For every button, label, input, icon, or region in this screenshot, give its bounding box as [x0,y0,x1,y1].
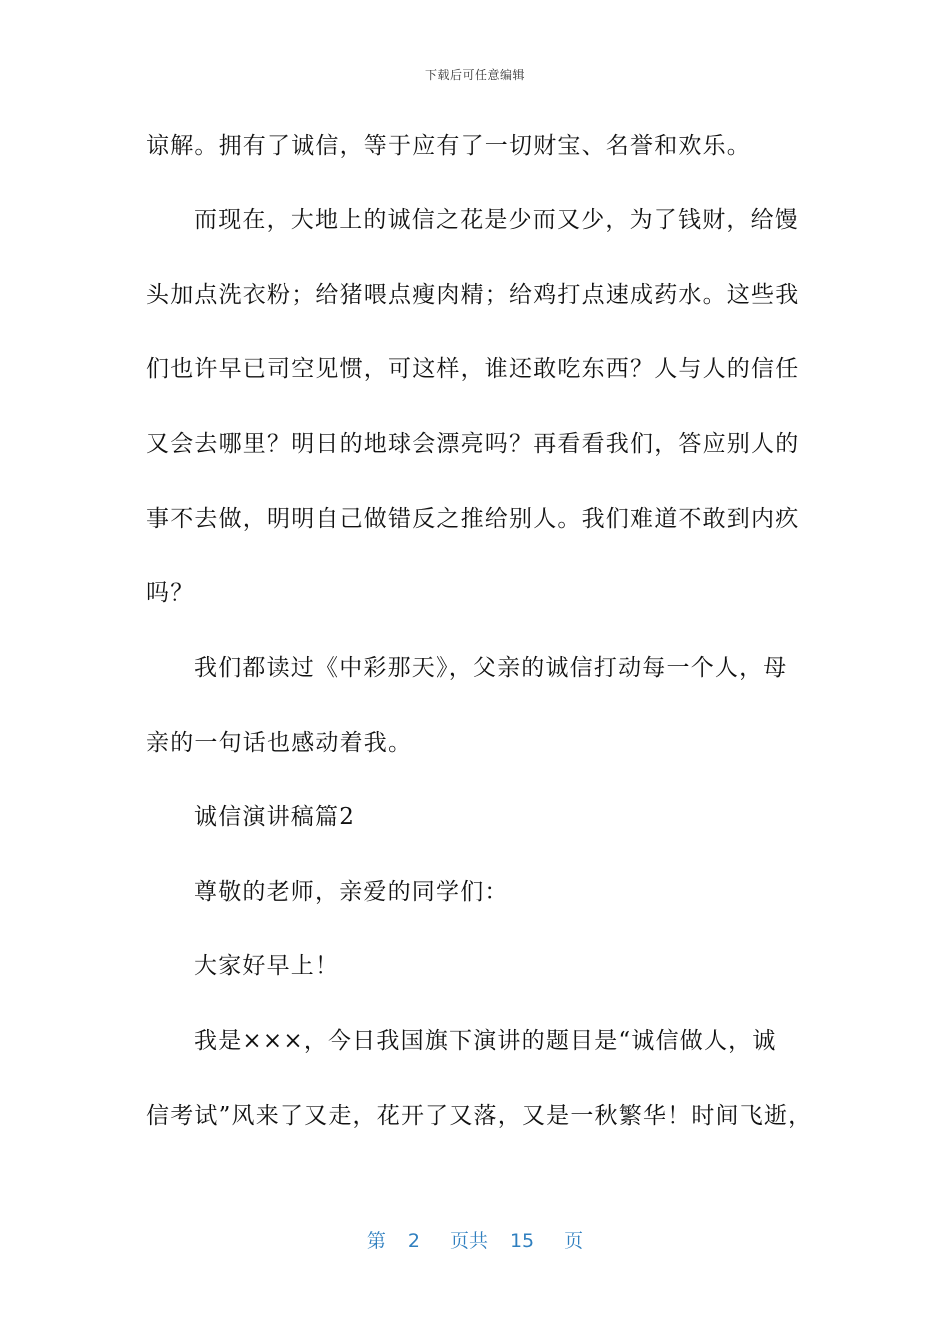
page-header: 下载后可任意编辑 [424,68,525,82]
page-prefix: 第 [366,1230,386,1252]
page-footer [0,1226,950,1253]
text-line: 谅解。拥有了诚信，等于应有了一切财宝、名誉和欢乐。 [146,133,751,159]
text-line: 又会去哪里？明日的地球会漂亮吗？再看看我们，答应别人的 [146,431,800,457]
text-line: 大家好早上！ [194,953,340,979]
text-line: 尊敬的老师，亲爱的同学们： [194,879,509,905]
text-line: 我是×××，今日我国旗下演讲的题目是“诚信做人，诚 [194,1028,777,1054]
text-line: 亲的一句话也感动着我。 [146,730,413,756]
page-suffix: 页 [564,1230,584,1252]
text-line: 头加点洗衣粉；给猪喂点瘦肉精；给鸡打点速成药水。这些我 [146,282,800,308]
text-line: 而现在，大地上的诚信之花是少而又少，为了钱财，给馒 [194,207,799,233]
text-line: 信考试”风来了又走，花开了又落，又是一秋繁华！时间飞逝， [146,1103,813,1129]
text-line: 们也许早已司空见惯，可这样，谁还敢吃东西？人与人的信任 [146,356,800,382]
page-total: 15 [509,1230,535,1252]
text-line: 事不去做，明明自己做错反之推给别人。我们难道不敢到内疚 [146,506,800,532]
page-mid: 页共 [449,1230,488,1252]
text-line: 我们都读过《中彩那天》，父亲的诚信打动每一个人，母 [194,655,788,681]
text-line: 吗？ [146,580,195,606]
section-heading: 诚信演讲稿篇2 [194,804,356,830]
page-current: 2 [407,1230,420,1252]
